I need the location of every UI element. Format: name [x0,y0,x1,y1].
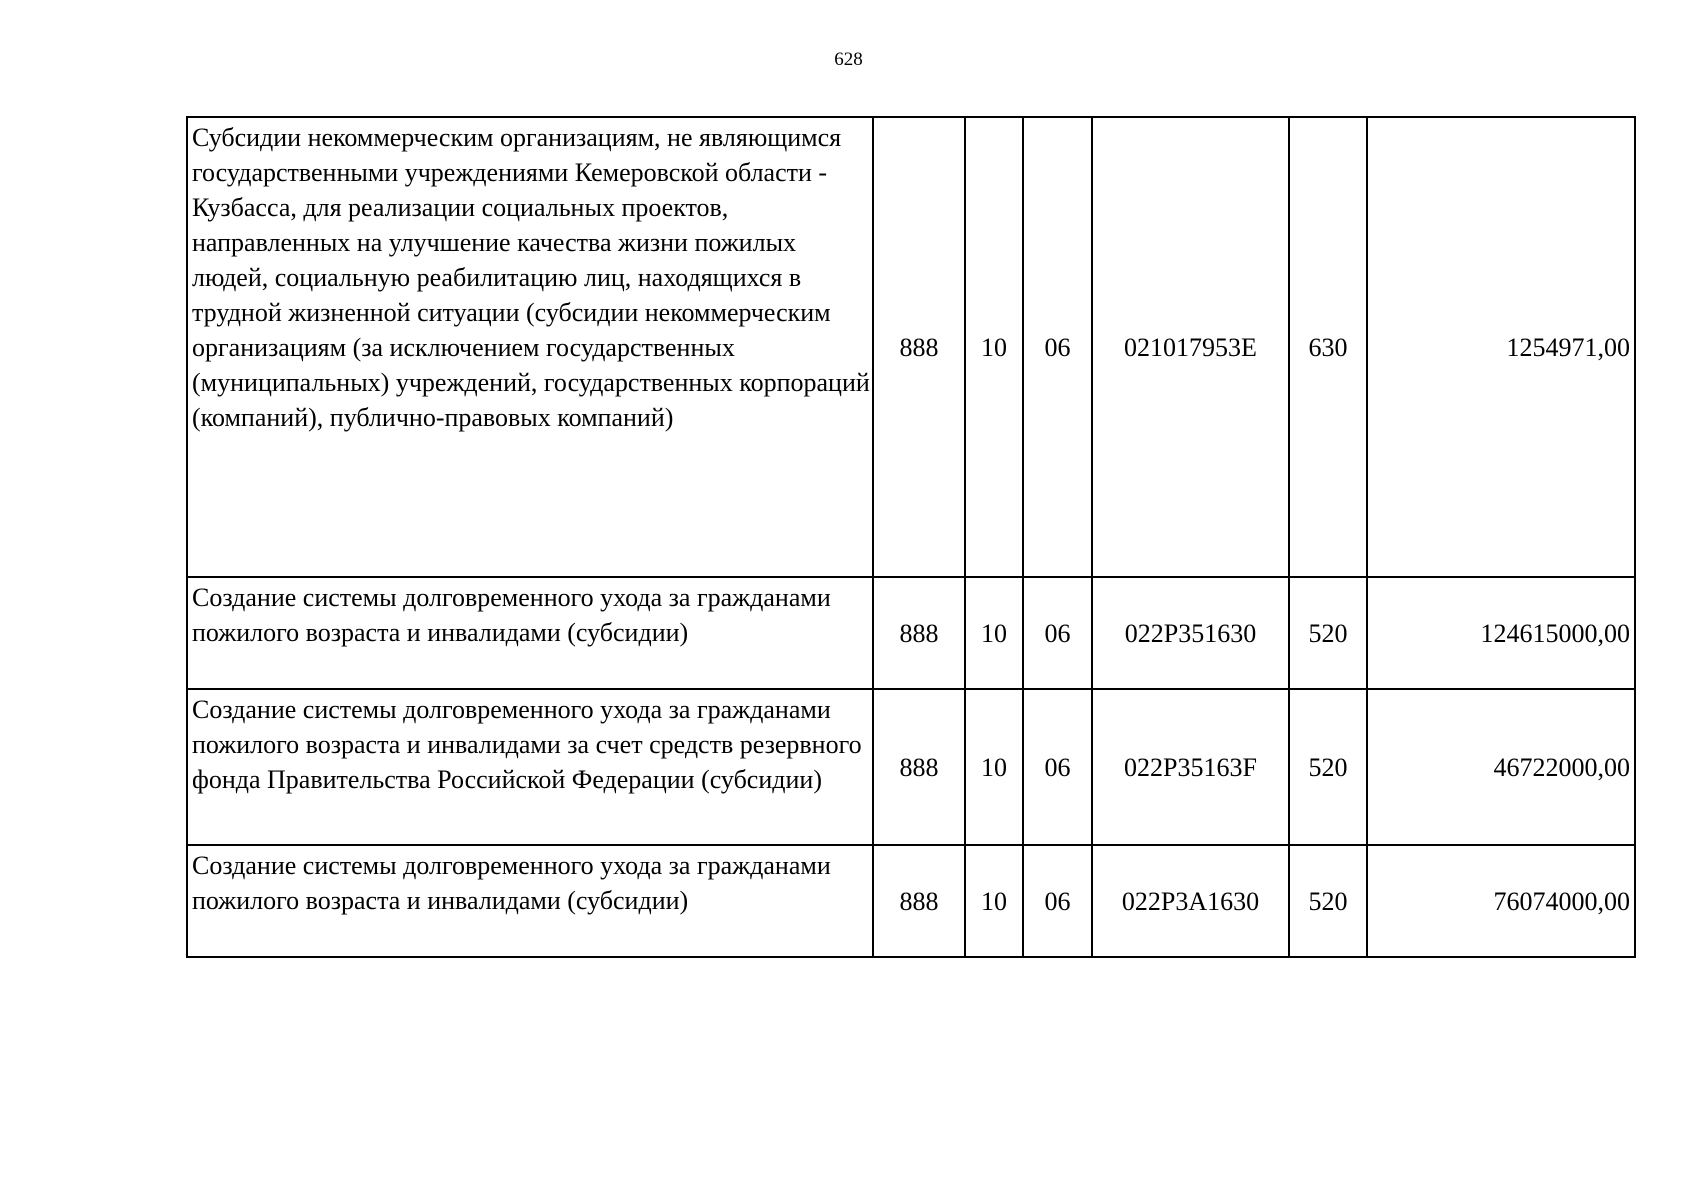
expense-type-code: 520 [1289,689,1367,845]
page-number: 628 [834,49,863,70]
amount: 124615000,00 [1367,577,1635,689]
table-row [187,117,1635,577]
amount: 76074000,00 [1367,845,1635,957]
target-item-code: 022P351630 [1092,577,1289,689]
section-code: 10 [965,117,1023,577]
subsection-code: 06 [1023,845,1092,957]
expense-type-code: 520 [1289,845,1367,957]
section-code: 10 [965,689,1023,845]
subsection-code: 06 [1023,689,1092,845]
table-row [187,689,1635,845]
ministry-code: 888 [873,689,965,845]
target-item-code: 022P35163F [1092,689,1289,845]
subsection-code: 06 [1023,577,1092,689]
ministry-code: 888 [873,577,965,689]
row-description: Создание системы долговременного ухода за гражданами пожилого возраста и инвалидами за счет средств резервного фонда Правительства Российской Федерации (субсидии) [187,689,873,845]
amount: 1254971,00 [1367,117,1635,577]
expense-type-code: 520 [1289,577,1367,689]
target-item-code: 022P3A1630 [1092,845,1289,957]
row-description: Субсидии некоммерческим организациям, не являющимся государственными учреждениями Кемеровской области - Кузбасса, для реализации социальных проектов, направленных на улучшение качества жизни пожилых людей, социальную реабилитацию лиц, находящихся в трудной жизненной ситуации (субсидии некоммерческим организациям (за исключением государственных (муниципальных) учреждений, государственных корпораций (компаний), публично-правовых компаний) [187,117,873,577]
ministry-code: 888 [873,845,965,957]
amount: 46722000,00 [1367,689,1635,845]
section-code: 10 [965,577,1023,689]
ministry-code: 888 [873,117,965,577]
row-description: Создание системы долговременного ухода за гражданами пожилого возраста и инвалидами (субсидии) [187,845,873,957]
table-row [187,845,1635,957]
subsection-code: 06 [1023,117,1092,577]
budget-table [186,116,1636,958]
row-description: Создание системы долговременного ухода за гражданами пожилого возраста и инвалидами (субсидии) [187,577,873,689]
section-code: 10 [965,845,1023,957]
target-item-code: 021017953Е [1092,117,1289,577]
table-row [187,577,1635,689]
expense-type-code: 630 [1289,117,1367,577]
